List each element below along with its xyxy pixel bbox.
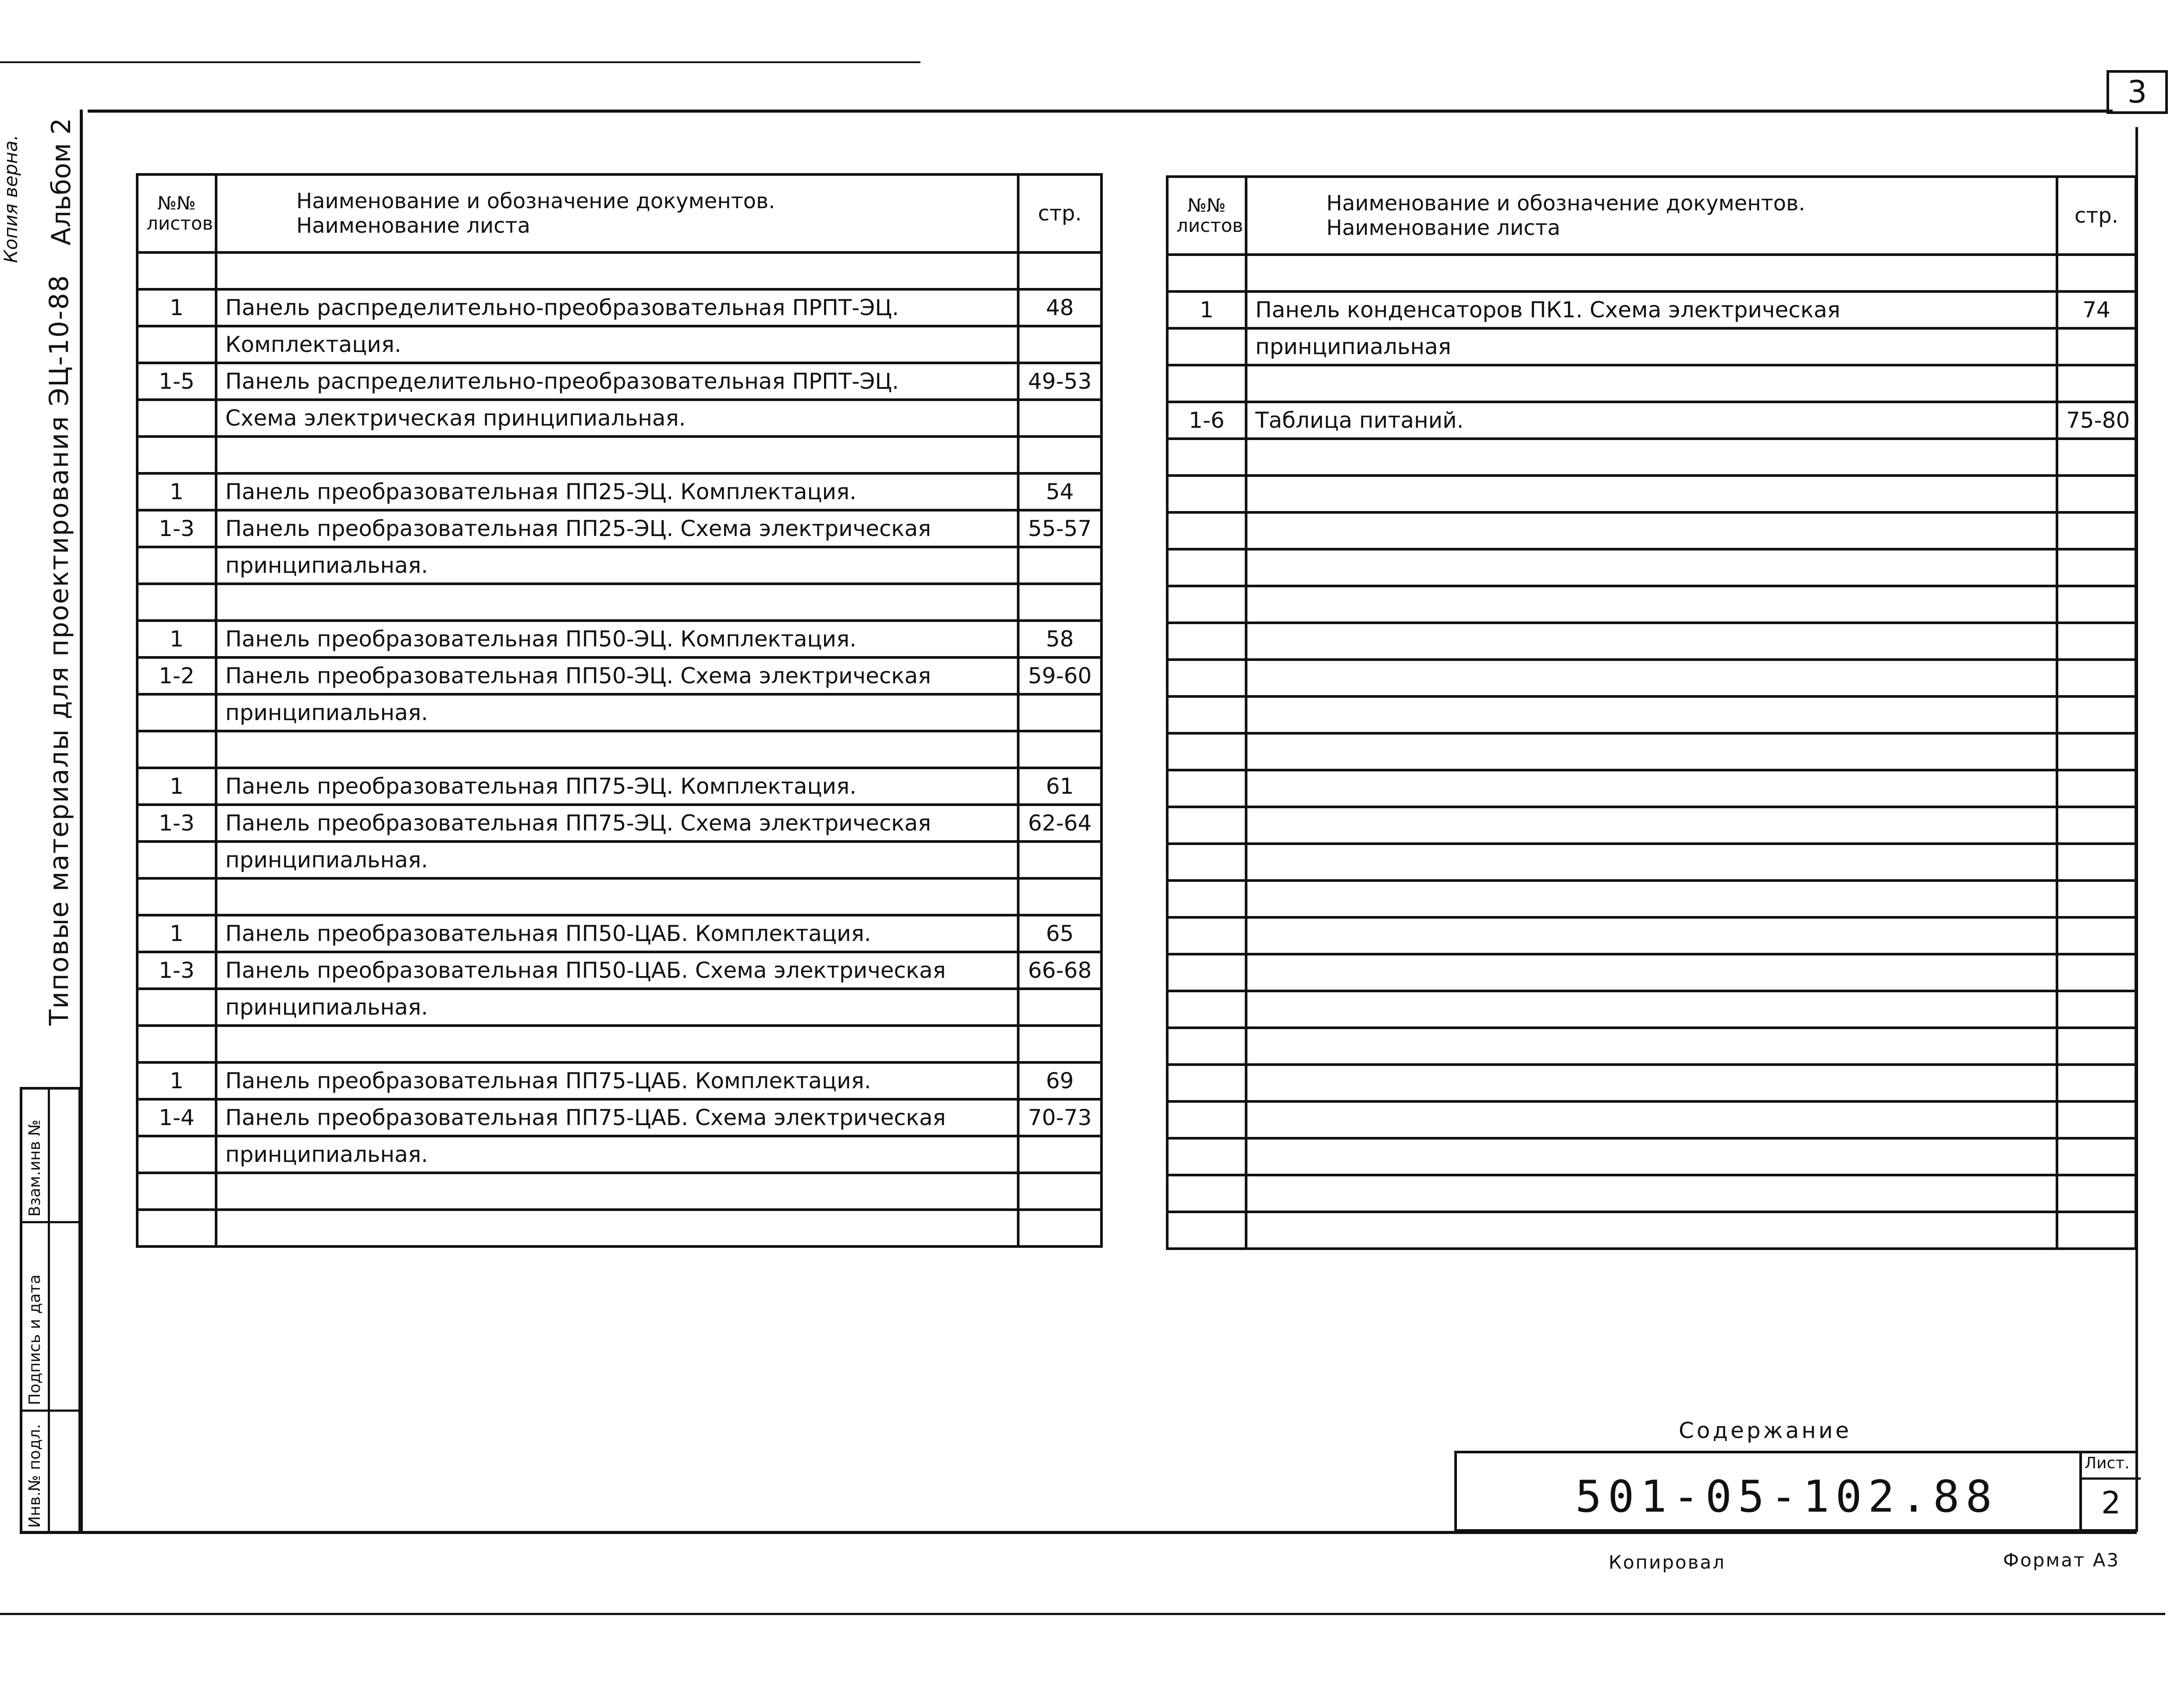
sheet-number: 2 bbox=[2101, 1485, 2121, 1521]
title-cell bbox=[1246, 439, 2057, 476]
title-cell bbox=[1246, 623, 2057, 660]
title-cell bbox=[216, 584, 1018, 621]
title-cell: Схема электрическая принципиальная. bbox=[216, 400, 1018, 437]
sheet-num-cell bbox=[1167, 365, 1246, 402]
table-row bbox=[137, 657, 1101, 694]
sheet-num-cell bbox=[1167, 881, 1246, 917]
table-row bbox=[137, 694, 1101, 731]
page-cell bbox=[2057, 991, 2136, 1028]
title-cell bbox=[1246, 255, 2057, 291]
table-row bbox=[1167, 1138, 2136, 1175]
table-row bbox=[1167, 549, 2136, 586]
sheet-num-cell bbox=[1167, 255, 1246, 291]
page-cell bbox=[1018, 547, 1101, 584]
sheet-bottom-edge bbox=[0, 1613, 2165, 1615]
title-cell bbox=[1246, 1028, 2057, 1065]
title-cell bbox=[1246, 476, 2057, 512]
title-cell bbox=[1246, 881, 2057, 917]
title-block-row bbox=[2079, 1477, 2141, 1480]
sheet-num-cell bbox=[1167, 770, 1246, 807]
table-row bbox=[137, 989, 1101, 1026]
page-cell bbox=[1018, 252, 1101, 289]
title-cell: Панель преобразовательная ПП25-ЭЦ. Схема электрическая bbox=[216, 510, 1018, 547]
table-row bbox=[1167, 991, 2136, 1028]
title-cell bbox=[1246, 770, 2057, 807]
sheet-num-cell: 1-3 bbox=[137, 952, 216, 989]
title-cell bbox=[1246, 365, 2057, 402]
side-stamp-field2: Подпись и дата bbox=[26, 1274, 44, 1405]
sheet-num-cell bbox=[137, 878, 216, 915]
sheet-num-cell: 1 bbox=[137, 473, 216, 510]
page-cell bbox=[2057, 365, 2136, 402]
table-row bbox=[137, 289, 1101, 326]
page-cell bbox=[2057, 439, 2136, 476]
title-cell bbox=[1246, 917, 2057, 954]
title-cell: Панель преобразовательная ПП75-ЦАБ. Схема электрическая bbox=[216, 1099, 1018, 1136]
sheet-num-cell bbox=[1167, 1138, 1246, 1175]
table-row bbox=[137, 363, 1101, 400]
sheet-num-cell bbox=[1167, 1212, 1246, 1249]
sheet-num-cell bbox=[1167, 476, 1246, 512]
sheet-num-cell: 1-3 bbox=[137, 805, 216, 842]
title-cell bbox=[1246, 991, 2057, 1028]
page-cell: 66-68 bbox=[1018, 952, 1101, 989]
copy-note: Копия верна. bbox=[0, 135, 21, 263]
title-cell bbox=[1246, 660, 2057, 696]
page-cell bbox=[2057, 770, 2136, 807]
page-cell: 54 bbox=[1018, 473, 1101, 510]
page-cell bbox=[2057, 1101, 2136, 1138]
table-row bbox=[1167, 291, 2136, 328]
page-cell: 69 bbox=[1018, 1062, 1101, 1099]
table-row bbox=[137, 842, 1101, 878]
sheet-num-cell bbox=[137, 400, 216, 437]
header-title bbox=[1246, 177, 2057, 255]
sheet-num-cell bbox=[137, 437, 216, 473]
page-cell bbox=[1018, 1173, 1101, 1210]
title-cell bbox=[1246, 807, 2057, 844]
table-row bbox=[1167, 660, 2136, 696]
title-cell bbox=[1246, 1138, 2057, 1175]
table-row bbox=[137, 1173, 1101, 1210]
table-row bbox=[1167, 586, 2136, 623]
sheet-num-cell: 1 bbox=[137, 915, 216, 952]
title-cell: принципиальная. bbox=[216, 989, 1018, 1026]
series-label: Типовые материалы для проектирования ЭЦ-10-88 bbox=[44, 274, 75, 1026]
title-cell: Панель распределительно-преобразовательная ПРПТ-ЭЦ. bbox=[216, 289, 1018, 326]
sheet-num-cell bbox=[1167, 696, 1246, 733]
sheet-num-cell: 1 bbox=[137, 289, 216, 326]
sheet-num-cell bbox=[1167, 328, 1246, 365]
title-cell bbox=[1246, 1212, 2057, 1249]
title-cell bbox=[1246, 586, 2057, 623]
table-row bbox=[1167, 881, 2136, 917]
sheet-num-cell bbox=[137, 547, 216, 584]
table-row bbox=[1167, 623, 2136, 660]
header-num bbox=[137, 174, 216, 252]
table-row bbox=[137, 1210, 1101, 1246]
sheet-num-cell bbox=[1167, 1175, 1246, 1212]
sheet-num-cell bbox=[137, 1136, 216, 1173]
sheet-num-cell bbox=[137, 584, 216, 621]
page-cell: 49-53 bbox=[1018, 363, 1101, 400]
sheet-num-cell: 1 bbox=[1167, 291, 1246, 328]
page-cell bbox=[2057, 917, 2136, 954]
table-row bbox=[137, 326, 1101, 363]
header-num-label: №№ листов bbox=[146, 192, 213, 234]
table-row bbox=[1167, 365, 2136, 402]
page-cell bbox=[1018, 1210, 1101, 1246]
side-stamp-divider bbox=[48, 1090, 50, 1532]
left-contents-table bbox=[136, 173, 1103, 1248]
page-cell bbox=[2057, 549, 2136, 586]
sheet-num-cell bbox=[1167, 733, 1246, 770]
page-cell bbox=[2057, 954, 2136, 991]
page-cell bbox=[2057, 1065, 2136, 1101]
table-row bbox=[137, 621, 1101, 657]
page-cell bbox=[1018, 1026, 1101, 1062]
designation: 501-05-102.88 bbox=[1575, 1471, 1998, 1522]
sheet-num-cell bbox=[1167, 807, 1246, 844]
page-cell bbox=[1018, 842, 1101, 878]
title-cell bbox=[1246, 844, 2057, 881]
title-cell: принципиальная bbox=[1246, 328, 2057, 365]
title-cell: Панель преобразовательная ПП25-ЭЦ. Комплектация. bbox=[216, 473, 1018, 510]
header-title-line2: Наименование листа bbox=[296, 213, 530, 238]
page-cell bbox=[2057, 328, 2136, 365]
page-cell bbox=[1018, 400, 1101, 437]
sheet-num-cell bbox=[137, 989, 216, 1026]
title-cell bbox=[1246, 954, 2057, 991]
sheet-num-cell bbox=[1167, 439, 1246, 476]
title-cell bbox=[1246, 1175, 2057, 1212]
page-cell bbox=[2057, 844, 2136, 881]
page-cell bbox=[2057, 586, 2136, 623]
title-block bbox=[1454, 1451, 2138, 1532]
table-row bbox=[1167, 1212, 2136, 1249]
page-cell bbox=[1018, 878, 1101, 915]
page-cell: 55-57 bbox=[1018, 510, 1101, 547]
table-row bbox=[1167, 917, 2136, 954]
table-row bbox=[137, 547, 1101, 584]
page-cell: 58 bbox=[1018, 621, 1101, 657]
table-row bbox=[1167, 1101, 2136, 1138]
title-cell bbox=[216, 731, 1018, 768]
page-cell bbox=[2057, 623, 2136, 660]
table-row bbox=[137, 878, 1101, 915]
page-cell bbox=[2057, 1175, 2136, 1212]
sheet-num-cell: 1 bbox=[137, 768, 216, 805]
title-cell bbox=[1246, 1065, 2057, 1101]
title-cell: Панель распределительно-преобразовательная ПРПТ-ЭЦ. bbox=[216, 363, 1018, 400]
side-stamp-field3: Инв.№ подл. bbox=[26, 1424, 44, 1528]
title-cell: Панель преобразовательная ПП75-ЭЦ. Схема электрическая bbox=[216, 805, 1018, 842]
page-cell: 62-64 bbox=[1018, 805, 1101, 842]
page-cell: 48 bbox=[1018, 289, 1101, 326]
sheet-num-cell bbox=[1167, 917, 1246, 954]
table-row bbox=[137, 510, 1101, 547]
sheet-num-cell bbox=[1167, 660, 1246, 696]
title-cell bbox=[216, 252, 1018, 289]
sheet-num-cell bbox=[137, 1173, 216, 1210]
sheet-num-cell bbox=[1167, 954, 1246, 991]
sheet-num-cell bbox=[1167, 1101, 1246, 1138]
frame-top bbox=[88, 110, 2113, 113]
table-row bbox=[1167, 696, 2136, 733]
sheet-top-edge bbox=[0, 61, 920, 63]
page-cell bbox=[2057, 807, 2136, 844]
sheet-num-cell bbox=[137, 252, 216, 289]
title-cell: принципиальная. bbox=[216, 842, 1018, 878]
table-row bbox=[1167, 1175, 2136, 1212]
title-cell: Панель преобразовательная ПП75-ЭЦ. Комплектация. bbox=[216, 768, 1018, 805]
right-contents-table bbox=[1166, 175, 2137, 1250]
table-row bbox=[137, 584, 1101, 621]
title-cell: Панель преобразовательная ПП75-ЦАБ. Комплектация. bbox=[216, 1062, 1018, 1099]
table-row bbox=[137, 400, 1101, 437]
title-cell bbox=[1246, 696, 2057, 733]
title-block-caption: Содержание bbox=[1679, 1418, 1852, 1443]
sheet-num-cell: 1-6 bbox=[1167, 402, 1246, 439]
sheet-num-cell bbox=[137, 731, 216, 768]
table-header bbox=[1167, 177, 2136, 255]
side-stamp-field1: Взам.инв № bbox=[26, 1119, 44, 1217]
header-title bbox=[216, 174, 1018, 252]
page-cell bbox=[2057, 476, 2136, 512]
title-cell bbox=[1246, 733, 2057, 770]
table-row bbox=[1167, 402, 2136, 439]
header-num bbox=[1167, 177, 1246, 255]
title-cell bbox=[216, 1173, 1018, 1210]
table-row bbox=[1167, 733, 2136, 770]
sheet-num-cell: 1-5 bbox=[137, 363, 216, 400]
page-number-box bbox=[2107, 70, 2168, 114]
table-row bbox=[137, 252, 1101, 289]
title-cell: принципиальная. bbox=[216, 1136, 1018, 1173]
page-cell bbox=[2057, 881, 2136, 917]
table-row bbox=[1167, 954, 2136, 991]
sheet-num-cell bbox=[137, 694, 216, 731]
sheet-num-cell bbox=[137, 1026, 216, 1062]
title-cell bbox=[1246, 1101, 2057, 1138]
side-stamp-row2 bbox=[22, 1410, 78, 1412]
title-cell bbox=[216, 437, 1018, 473]
table-row bbox=[1167, 476, 2136, 512]
sheet-label: Лист. bbox=[2085, 1454, 2130, 1472]
title-cell bbox=[1246, 512, 2057, 549]
table-header bbox=[137, 174, 1101, 252]
sheet-num-cell bbox=[137, 1210, 216, 1246]
page-cell: 61 bbox=[1018, 768, 1101, 805]
title-cell: Панель преобразовательная ПП50-ЦАБ. Комплектация. bbox=[216, 915, 1018, 952]
title-cell: принципиальная. bbox=[216, 694, 1018, 731]
title-cell: Комплектация. bbox=[216, 326, 1018, 363]
title-cell bbox=[216, 878, 1018, 915]
page-number: 3 bbox=[2127, 74, 2147, 110]
page-cell: 70-73 bbox=[1018, 1099, 1101, 1136]
album-label: Альбом 2 bbox=[46, 118, 77, 245]
table-row bbox=[137, 437, 1101, 473]
sheet-num-cell: 1 bbox=[137, 621, 216, 657]
footer-copied: Копировал bbox=[1609, 1552, 1726, 1573]
table-row bbox=[1167, 255, 2136, 291]
page-cell bbox=[1018, 1136, 1101, 1173]
sheet-num-cell bbox=[137, 326, 216, 363]
title-cell bbox=[1246, 549, 2057, 586]
side-stamp-row1 bbox=[22, 1221, 78, 1223]
footer-format: Формат А3 bbox=[2003, 1549, 2120, 1571]
page-cell: 65 bbox=[1018, 915, 1101, 952]
title-cell bbox=[216, 1210, 1018, 1246]
table-row bbox=[137, 768, 1101, 805]
sheet-num-cell bbox=[1167, 1028, 1246, 1065]
title-cell: Таблица питаний. bbox=[1246, 402, 2057, 439]
sheet-num-cell bbox=[1167, 844, 1246, 881]
sheet-num-cell: 1-2 bbox=[137, 657, 216, 694]
table-row bbox=[137, 805, 1101, 842]
page-cell bbox=[2057, 255, 2136, 291]
page-cell bbox=[1018, 584, 1101, 621]
page-cell bbox=[1018, 437, 1101, 473]
table-row bbox=[137, 1136, 1101, 1173]
title-cell: Панель конденсаторов ПК1. Схема электрическая bbox=[1246, 291, 2057, 328]
table-row bbox=[1167, 844, 2136, 881]
header-page: стр. bbox=[2057, 177, 2136, 255]
table-row bbox=[1167, 807, 2136, 844]
sheet-num-cell bbox=[1167, 991, 1246, 1028]
table-row bbox=[137, 915, 1101, 952]
title-cell: Панель преобразовательная ПП50-ЭЦ. Комплектация. bbox=[216, 621, 1018, 657]
page-cell bbox=[2057, 733, 2136, 770]
table-row bbox=[1167, 770, 2136, 807]
page-cell bbox=[2057, 1212, 2136, 1249]
page-cell bbox=[1018, 989, 1101, 1026]
sheet-num-cell: 1-3 bbox=[137, 510, 216, 547]
header-num-label: №№ листов bbox=[1176, 195, 1243, 236]
table-row bbox=[137, 473, 1101, 510]
page-cell bbox=[2057, 696, 2136, 733]
page-cell bbox=[2057, 660, 2136, 696]
title-cell: принципиальная. bbox=[216, 547, 1018, 584]
sheet-num-cell bbox=[1167, 549, 1246, 586]
sheet-num-cell: 1-4 bbox=[137, 1099, 216, 1136]
header-page: стр. bbox=[1018, 174, 1101, 252]
page-cell: 75-80 bbox=[2057, 402, 2136, 439]
title-cell: Панель преобразовательная ПП50-ЦАБ. Схема электрическая bbox=[216, 952, 1018, 989]
sheet-num-cell bbox=[1167, 1065, 1246, 1101]
table-row bbox=[137, 1026, 1101, 1062]
sheet-num-cell bbox=[1167, 586, 1246, 623]
page-cell bbox=[2057, 1138, 2136, 1175]
table-row bbox=[1167, 1028, 2136, 1065]
table-row bbox=[1167, 1065, 2136, 1101]
table-row bbox=[1167, 512, 2136, 549]
header-title-line1: Наименование и обозначение документов. bbox=[296, 189, 775, 213]
table-row bbox=[137, 1062, 1101, 1099]
sheet-num-cell bbox=[137, 842, 216, 878]
sheet-num-cell: 1 bbox=[137, 1062, 216, 1099]
table-row bbox=[1167, 439, 2136, 476]
page-cell bbox=[1018, 731, 1101, 768]
side-stamp bbox=[20, 1087, 81, 1534]
header-title-line2: Наименование листа bbox=[1326, 216, 1560, 240]
page-cell bbox=[1018, 694, 1101, 731]
table-row bbox=[1167, 328, 2136, 365]
title-cell: Панель преобразовательная ПП50-ЭЦ. Схема электрическая bbox=[216, 657, 1018, 694]
page-cell: 59-60 bbox=[1018, 657, 1101, 694]
sheet-num-cell bbox=[1167, 623, 1246, 660]
page-cell: 74 bbox=[2057, 291, 2136, 328]
title-cell bbox=[216, 1026, 1018, 1062]
page-cell bbox=[2057, 512, 2136, 549]
title-block-divider bbox=[2079, 1453, 2082, 1532]
page-cell bbox=[1018, 326, 1101, 363]
table-row bbox=[137, 731, 1101, 768]
table-row bbox=[137, 952, 1101, 989]
header-title-line1: Наименование и обозначение документов. bbox=[1326, 191, 1805, 216]
page-cell bbox=[2057, 1028, 2136, 1065]
table-row bbox=[137, 1099, 1101, 1136]
sheet-num-cell bbox=[1167, 512, 1246, 549]
